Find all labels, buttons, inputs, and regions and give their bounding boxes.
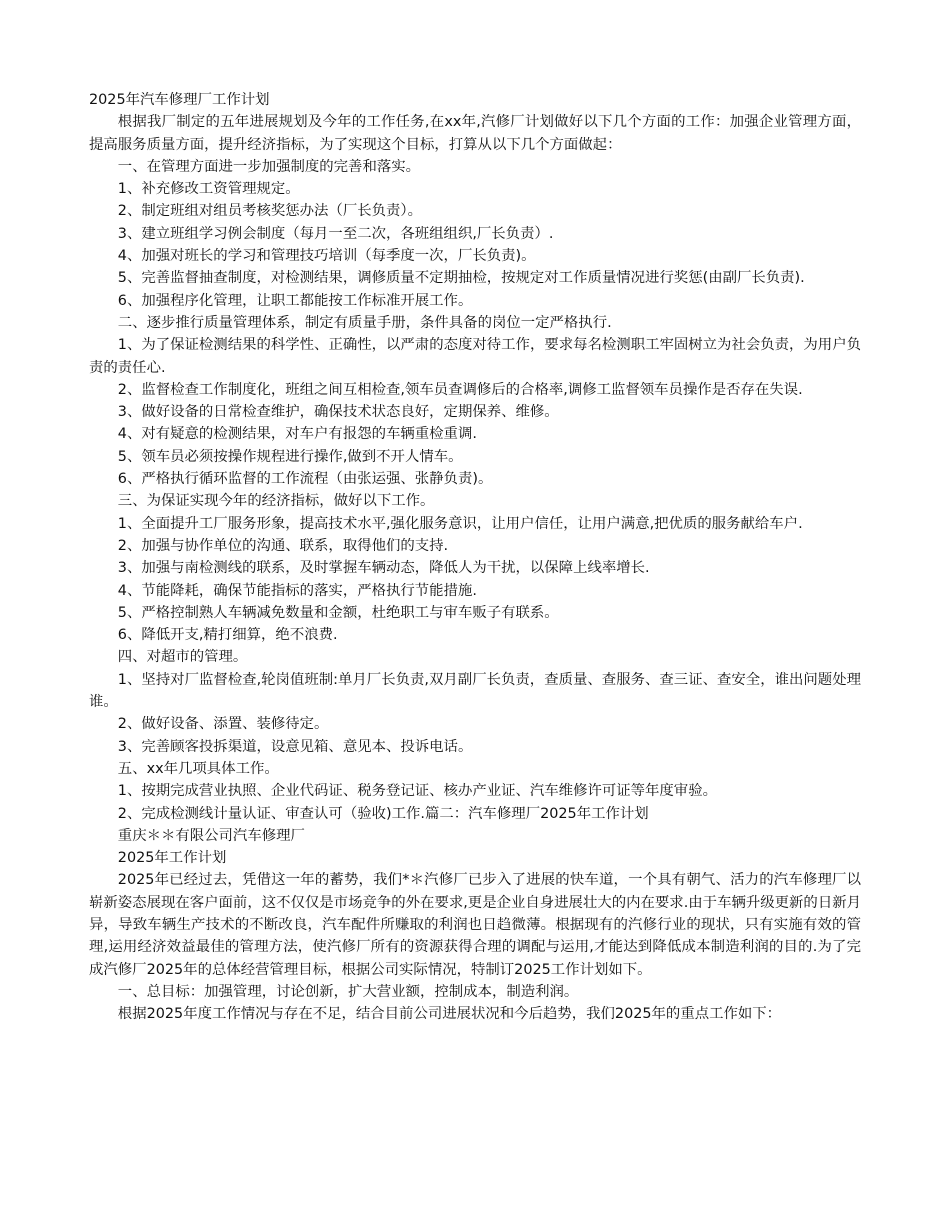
list-item: 5、完善监督抽查制度，对检测结果，调修质量不定期抽检，按规定对工作质量情况进行奖惩(由副厂长负责). xyxy=(117,270,805,287)
list-item: 6、降低开支,精打细算，绝不浪费. xyxy=(117,627,338,644)
list-item: 6、严格执行循环监督的工作流程（由张运强、张静负责)。 xyxy=(117,471,493,488)
list-item: 6、加强程序化管理，让职工都能按工作标准开展工作。 xyxy=(117,292,473,309)
list-item: 5、严格控制熟人车辆减免数量和金额，杜绝职工与审车贩子有联系。 xyxy=(117,604,559,621)
subtitle: 2025年工作计划 xyxy=(117,850,227,867)
document-title: 2025年汽车修理厂工作计划 xyxy=(89,92,270,108)
list-item: 2、制定班组对组员考核奖惩办法（厂长负责）。 xyxy=(117,203,422,220)
list-item: 4、对有疑意的检测结果，对车户有报怨的车辆重检重调. xyxy=(117,426,477,443)
list-item: 2、做好设备、添置、装修待定。 xyxy=(117,716,329,733)
list-item: 5、领车员必须按操作规程进行操作,做到不开人情车。 xyxy=(117,448,463,465)
list-item: 4、加强对班长的学习和管理技巧培训（每季度一次，厂长负责)。 xyxy=(117,248,536,265)
section-heading-2: 二、逐步推行质量管理体系，制定有质量手册，条件具备的岗位一定严格执行. xyxy=(117,314,612,331)
list-item: 3、建立班组学习例会制度（每月一至二次，各班组组织,厂长负责）. xyxy=(117,225,554,242)
company-name: 重庆＊＊有限公司汽车修理厂 xyxy=(117,827,305,844)
paragraph-body: 根据2025年度工作情况与存在不足，结合目前公司进展状况和今后趋势，我们2025年的重点工作如下： xyxy=(117,1006,782,1023)
list-item: 1、坚持对厂监督检查,轮岗值班制:单月厂长负责,双月副厂长负责，查质量、查服务、查三证、查安全，谁出问题处理谁。 xyxy=(89,671,861,711)
list-item: 3、加强与南检测线的联系，及时掌握车辆动态，降低人为干扰，以保障上线率增长. xyxy=(117,560,650,577)
list-item: 3、做好设备的日常检查维护，确保技术状态良好，定期保养、维修。 xyxy=(117,404,559,421)
list-item: 1、补充修改工资管理规定。 xyxy=(117,181,300,198)
section-heading-goal: 一、总目标：加强管理，讨论创新，扩大营业额，控制成本，制造利润。 xyxy=(117,983,579,1000)
list-item: 3、完善顾客投拆渠道，设意见箱、意见本、投诉电话。 xyxy=(117,738,473,755)
section-heading-1: 一、在管理方面进一步加强制度的完善和落实。 xyxy=(117,158,421,175)
list-item: 2、加强与协作单位的沟通、联系，取得他们的支持. xyxy=(117,537,449,554)
document-page xyxy=(89,89,861,1025)
paragraph-intro: 根据我厂制定的五年进展规划及今年的工作任务,在xx年,汽修厂计划做好以下几个方面的工作：加强企业管理方面，提高服务质量方面，提升经济指标，为了实现这个目标，打算从以下几个方面做起： xyxy=(89,114,861,153)
paragraph-body: 2025年已经过去，凭借这一年的蓄势，我们*＊汽修厂已步入了进展的快车道，一个具有朝气、活力的汽车修理厂以崭新姿态展现在客户面前，这不仅仅是市场竞争的外在要求,更是企业自身进展壮大的内在要求.由于车辆升级更新的日新月异，导致车辆生产技术的不断改良，汽车配件所赚取的利润也日趋微薄。根据现有的汽修行业的现状，只有实施有效的管理,运用经济效益最佳的管理方法，使汽修厂所有的资源获得合理的调配与运用,才能达到降低成本制造利润的目的.为了完成汽修厂2025年的总体经营管理目标，根据公司实际情况，特制订2025工作计划如下。 xyxy=(89,872,861,978)
list-item: 1、按期完成营业执照、企业代码证、税务登记证、核办产业证、汽车维修许可证等年度审验。 xyxy=(117,783,717,800)
section-heading-5: 五、xx年几项具体工作。 xyxy=(117,760,279,777)
section-heading-4: 四、对超市的管理。 xyxy=(117,649,248,666)
list-item: 4、节能降耗，确保节能指标的落实，严格执行节能措施. xyxy=(117,582,477,599)
list-item: 1、全面提升工厂服务形象，提高技术水平,强化服务意识，让用户信任，让用户满意,把优质的服务献给车户. xyxy=(117,515,803,532)
section-heading-3: 三、为保证实现今年的经济指标，做好以下工作。 xyxy=(117,493,435,510)
list-item: 2、完成检测线计量认证、审查认可（验收)工作.篇二：汽车修理厂2025年工作计划 xyxy=(117,805,649,822)
list-item: 2、监督检查工作制度化，班组之间互相检查,领车员查调修后的合格率,调修工监督领车员操作是否存在失误. xyxy=(117,381,803,398)
list-item: 1、为了保证检测结果的科学性、正确性，以严肃的态度对待工作，要求每名检测职工牢固树立为社会负责，为用户负责的责任心. xyxy=(89,337,861,376)
